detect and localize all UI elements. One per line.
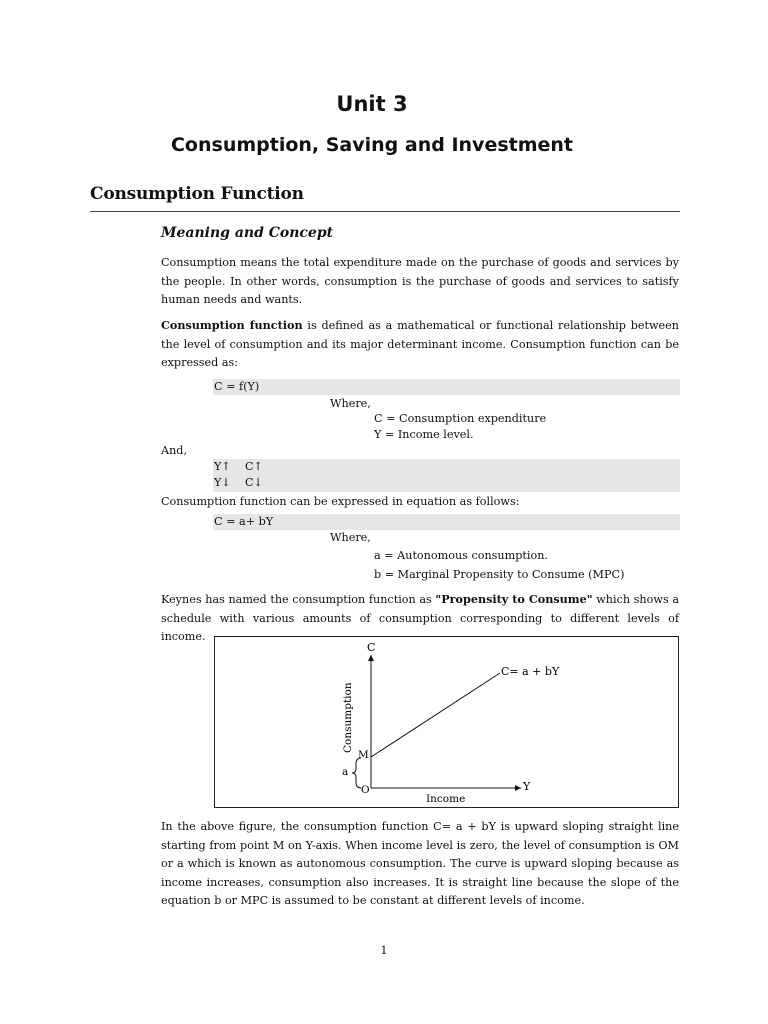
bold-term: Consumption function xyxy=(161,318,303,332)
and-label: And, xyxy=(161,444,188,457)
bold-term: "Propensity to Consume" xyxy=(435,592,593,606)
intercept-label: a xyxy=(342,766,349,778)
definition-y: Y = Income level. xyxy=(374,428,474,441)
y-axis-letter: C xyxy=(367,641,376,654)
equation-intro: Consumption function can be expressed in equation as follows: xyxy=(161,495,520,508)
subsection-heading: Meaning and Concept xyxy=(161,225,334,241)
equation-highlight xyxy=(213,379,680,395)
section-divider xyxy=(90,211,680,212)
equation-c-f-y: C = f(Y) xyxy=(214,380,260,393)
paragraph-consumption-function xyxy=(161,316,679,373)
x-axis-letter: Y xyxy=(523,780,531,793)
origin-label: O xyxy=(361,784,370,796)
consumption-line xyxy=(371,673,500,757)
where-label: Where, xyxy=(330,397,371,410)
paragraph-text: which shows a schedule with various amounts of consumption corresponding to different levels of income. xyxy=(161,593,679,644)
paragraph-text: Keynes has named the consumption function as xyxy=(161,593,436,606)
intercept-brace xyxy=(352,758,361,788)
relation-increase: Y↑ C↑ xyxy=(214,460,263,473)
definition-a: a = Autonomous consumption. xyxy=(374,549,548,562)
page-number: 1 xyxy=(380,944,388,957)
definition-b: b = Marginal Propensity to Consume (MPC) xyxy=(374,568,625,581)
where-label-2: Where, xyxy=(330,531,371,544)
page-title: Consumption, Saving and Investment xyxy=(170,134,574,156)
equation-highlight-2 xyxy=(213,514,680,530)
y-axis-title: Consumption xyxy=(342,682,354,753)
unit-title: Unit 3 xyxy=(336,92,408,116)
consumption-chart xyxy=(215,637,678,807)
line-label: C= a + bY xyxy=(501,665,560,678)
relation-highlight xyxy=(213,459,680,492)
paragraph-definition: Consumption means the total expenditure made on the purchase of goods and services by the people. In other words, consumption is the purchase of goods and services to satisfy human needs and wants. xyxy=(161,256,679,307)
section-heading: Consumption Function xyxy=(90,184,304,204)
paragraph-figure-explanation: In the above figure, the consumption function C= a + bY is upward sloping straight line starting from point M on Y-axis. When income level is zero, the level of consumption is OM or a which is known as autonomous consumption. The curve is upward sloping because as income increases, consumption also increases. It is straight line because the slope of the equation b or MPC is assumed to be constant at different levels of income. xyxy=(161,820,679,908)
paragraph-text: is defined as a mathematical or functional relationship between the level of consumption and its major determinant income. Consumption function can be expressed as: xyxy=(161,319,679,370)
point-m-label: M xyxy=(358,749,369,761)
relation-decrease: Y↓ C↓ xyxy=(214,476,263,489)
definition-c: C = Consumption expenditure xyxy=(374,412,547,425)
x-axis-title: Income xyxy=(426,793,466,805)
equation-c-a-by: C = a+ bY xyxy=(214,515,274,528)
consumption-function-figure xyxy=(214,636,679,808)
